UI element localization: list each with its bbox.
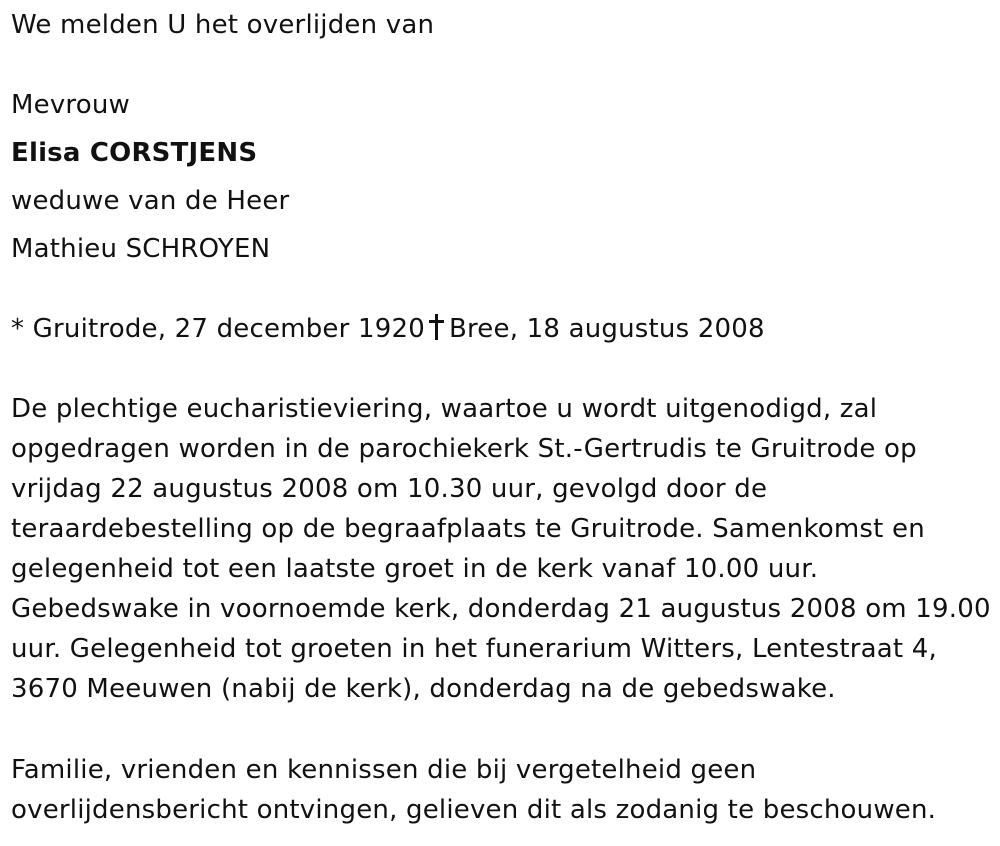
ceremony-line: teraardebestelling op de begraafplaats te Gruitrode. Samenkomst en — [11, 514, 925, 544]
intro-line: We melden U het overlijden van — [11, 10, 435, 40]
closing-line: overlijdensbericht ontvingen, gelieven dit als zodanig te beschouwen. — [11, 795, 937, 825]
ceremony-line: 3670 Meeuwen (nabij de kerk), donderdag na de gebedswake. — [11, 674, 836, 704]
deceased-name: Elisa CORSTJENS — [11, 138, 258, 168]
salutation: Mevrouw — [11, 90, 130, 120]
ceremony-line: uur. Gelegenheid tot groeten in het funerarium Witters, Lentestraat 4, — [11, 634, 937, 664]
ceremony-line: vrijdag 22 augustus 2008 om 10.30 uur, gevolgd door de — [11, 474, 768, 504]
cross-icon — [429, 314, 443, 340]
closing-line: Familie, vrienden en kennissen die bij vergetelheid geen — [11, 755, 757, 785]
ceremony-line: opgedragen worden in de parochiekerk St.-Gertrudis te Gruitrode op — [11, 434, 917, 464]
closing-paragraph — [11, 750, 936, 830]
death-date: Bree, 18 augustus 2008 — [448, 314, 765, 344]
ceremony-line: gelegenheid tot een laatste groet in de kerk vanaf 10.00 uur. — [11, 554, 819, 584]
ceremony-line: De plechtige eucharistieviering, waartoe u wordt uitgenodigd, zal — [11, 394, 878, 424]
ceremony-paragraph — [11, 389, 991, 709]
ceremony-line: Gebedswake in voornoemde kerk, donderdag 21 augustus 2008 om 19.00 — [11, 594, 991, 624]
spouse-name: Mathieu SCHROYEN — [11, 234, 271, 264]
relation-line: weduwe van de Heer — [11, 186, 290, 216]
dates-line — [11, 313, 765, 345]
birth-date: * Gruitrode, 27 december 1920 — [11, 314, 425, 344]
